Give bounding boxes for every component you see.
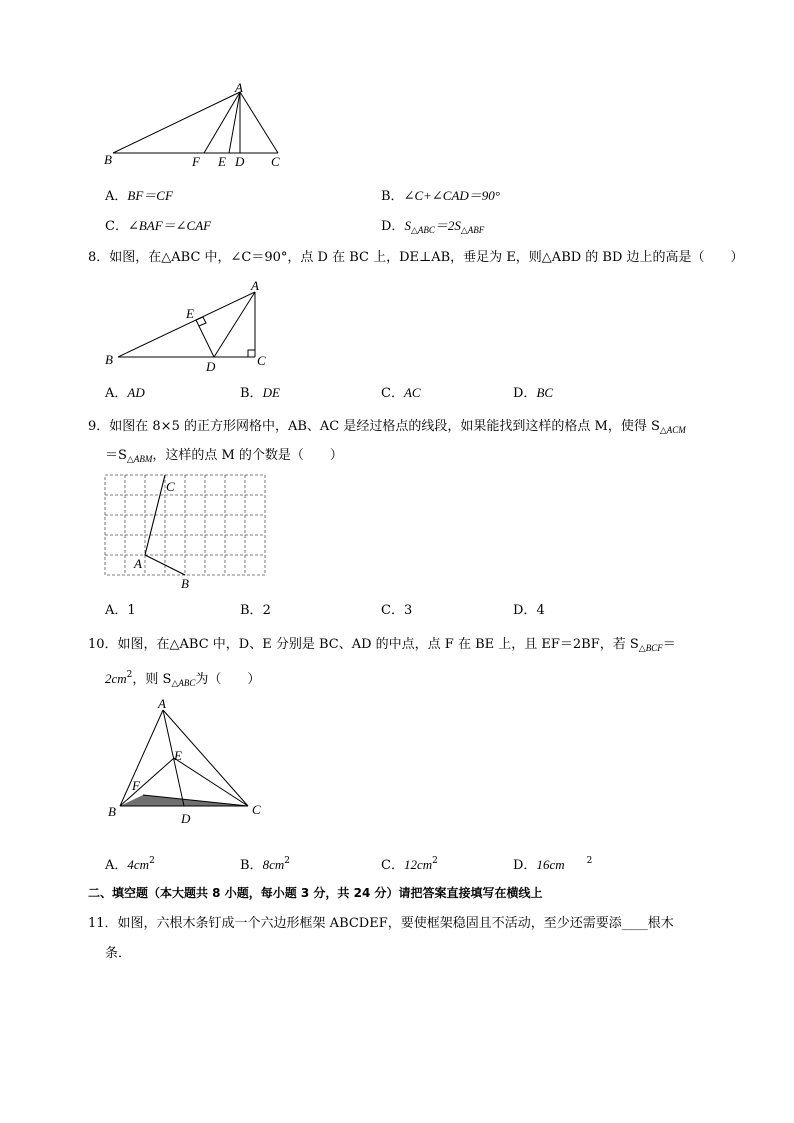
q10-option-b[interactable]: B．$8cm^2$	[240, 856, 290, 873]
q10-stem-line2: $2cm^2$，则 $S_{\triangle ABC}$为（ ）	[105, 670, 261, 688]
q11-stem-line1: 11．如图，六根木条钉成一个六边形框架 ABCDEF，要使框架稳固且不活动，至少还需要添____根木	[88, 916, 674, 931]
section-heading: 二、填空题（本大题共 8 小题，每小题 3 分，共 24 分）请把答案直接填写在横线上	[88, 886, 543, 900]
figure-q8	[100, 276, 280, 372]
q10-label-f: F	[132, 778, 140, 793]
q7-option-b[interactable]: B．∠C+∠CAD＝90°	[381, 188, 500, 204]
q11-stem-line2: 条．	[105, 946, 132, 961]
q10-label-e: E	[174, 748, 182, 763]
q7-label-b: B	[104, 152, 112, 167]
q9-option-c[interactable]: C．3	[381, 603, 413, 618]
q7-label-c: C	[271, 154, 280, 169]
q10-stem-line1: 10．如图，在△ABC 中，D、E 分别是 BC、AD 的中点，点 F 在 BE 上，且 EF＝2BF，若 $S_{\triangle BCF}=$	[88, 637, 676, 653]
q8-stem: 8．如图，在△ABC 中，∠C＝90°，点 D 在 BC 上，DE⊥AB，垂足为 E，则△ABD 的 BD 边上的高是（ ）	[88, 250, 744, 265]
q7-label-f: F	[192, 154, 200, 169]
q7-option-a[interactable]: A．BF＝CF	[105, 188, 173, 204]
q9-option-a[interactable]: A．1	[105, 603, 136, 618]
q8-label-b: B	[105, 352, 113, 367]
q8-label-d: D	[206, 359, 216, 372]
q8-label-e: E	[186, 306, 194, 321]
q8-option-b[interactable]: B．DE	[240, 385, 280, 401]
q7-label-a: A	[235, 80, 243, 95]
q10-option-d[interactable]: D．16cm $^2$	[513, 856, 593, 873]
q8-option-c[interactable]: C．AC	[381, 385, 421, 401]
figure-q7	[100, 80, 300, 172]
q9-label-b: B	[181, 576, 189, 591]
figure-q10	[100, 694, 270, 830]
q9-label-a: A	[134, 556, 142, 571]
q7-option-c[interactable]: C．∠BAF＝∠CAF	[105, 218, 212, 234]
q8-option-a[interactable]: A．AD	[105, 385, 145, 401]
q7-label-d: D	[235, 154, 245, 169]
q9-option-d[interactable]: D．4	[513, 603, 545, 618]
q10-label-b: B	[108, 804, 116, 819]
q10-label-a: A	[158, 696, 166, 711]
q8-option-d[interactable]: D．BC	[513, 385, 554, 401]
q10-option-a[interactable]: A．$4cm^2$	[105, 856, 155, 873]
q8-label-a: A	[251, 278, 259, 293]
q7-option-d[interactable]: D．$S_{\triangle ABC}=2S_{\triangle ABF}$	[381, 218, 485, 235]
figure-q9-grid	[100, 470, 270, 592]
q7-label-e: E	[218, 154, 226, 169]
q10-label-c: C	[252, 802, 261, 817]
q8-label-c: C	[257, 353, 266, 368]
q9-stem-line1: 9．如图在 8×5 的正方形网格中，AB、AC 是经过格点的线段，如果能找到这样的格点 M，使得 $S_{\triangle ACM}$	[88, 419, 686, 435]
q11-answer-blank[interactable]: ____	[621, 916, 648, 931]
q9-stem-line2: $=S_{\triangle ABM}$，这样的点 M 的个数是（ ）	[105, 448, 343, 464]
q9-label-c: C	[166, 479, 175, 494]
q9-option-b[interactable]: B．2	[240, 603, 271, 618]
q10-label-d: D	[181, 811, 191, 826]
q10-option-c[interactable]: C．$12cm^2$	[381, 856, 438, 873]
